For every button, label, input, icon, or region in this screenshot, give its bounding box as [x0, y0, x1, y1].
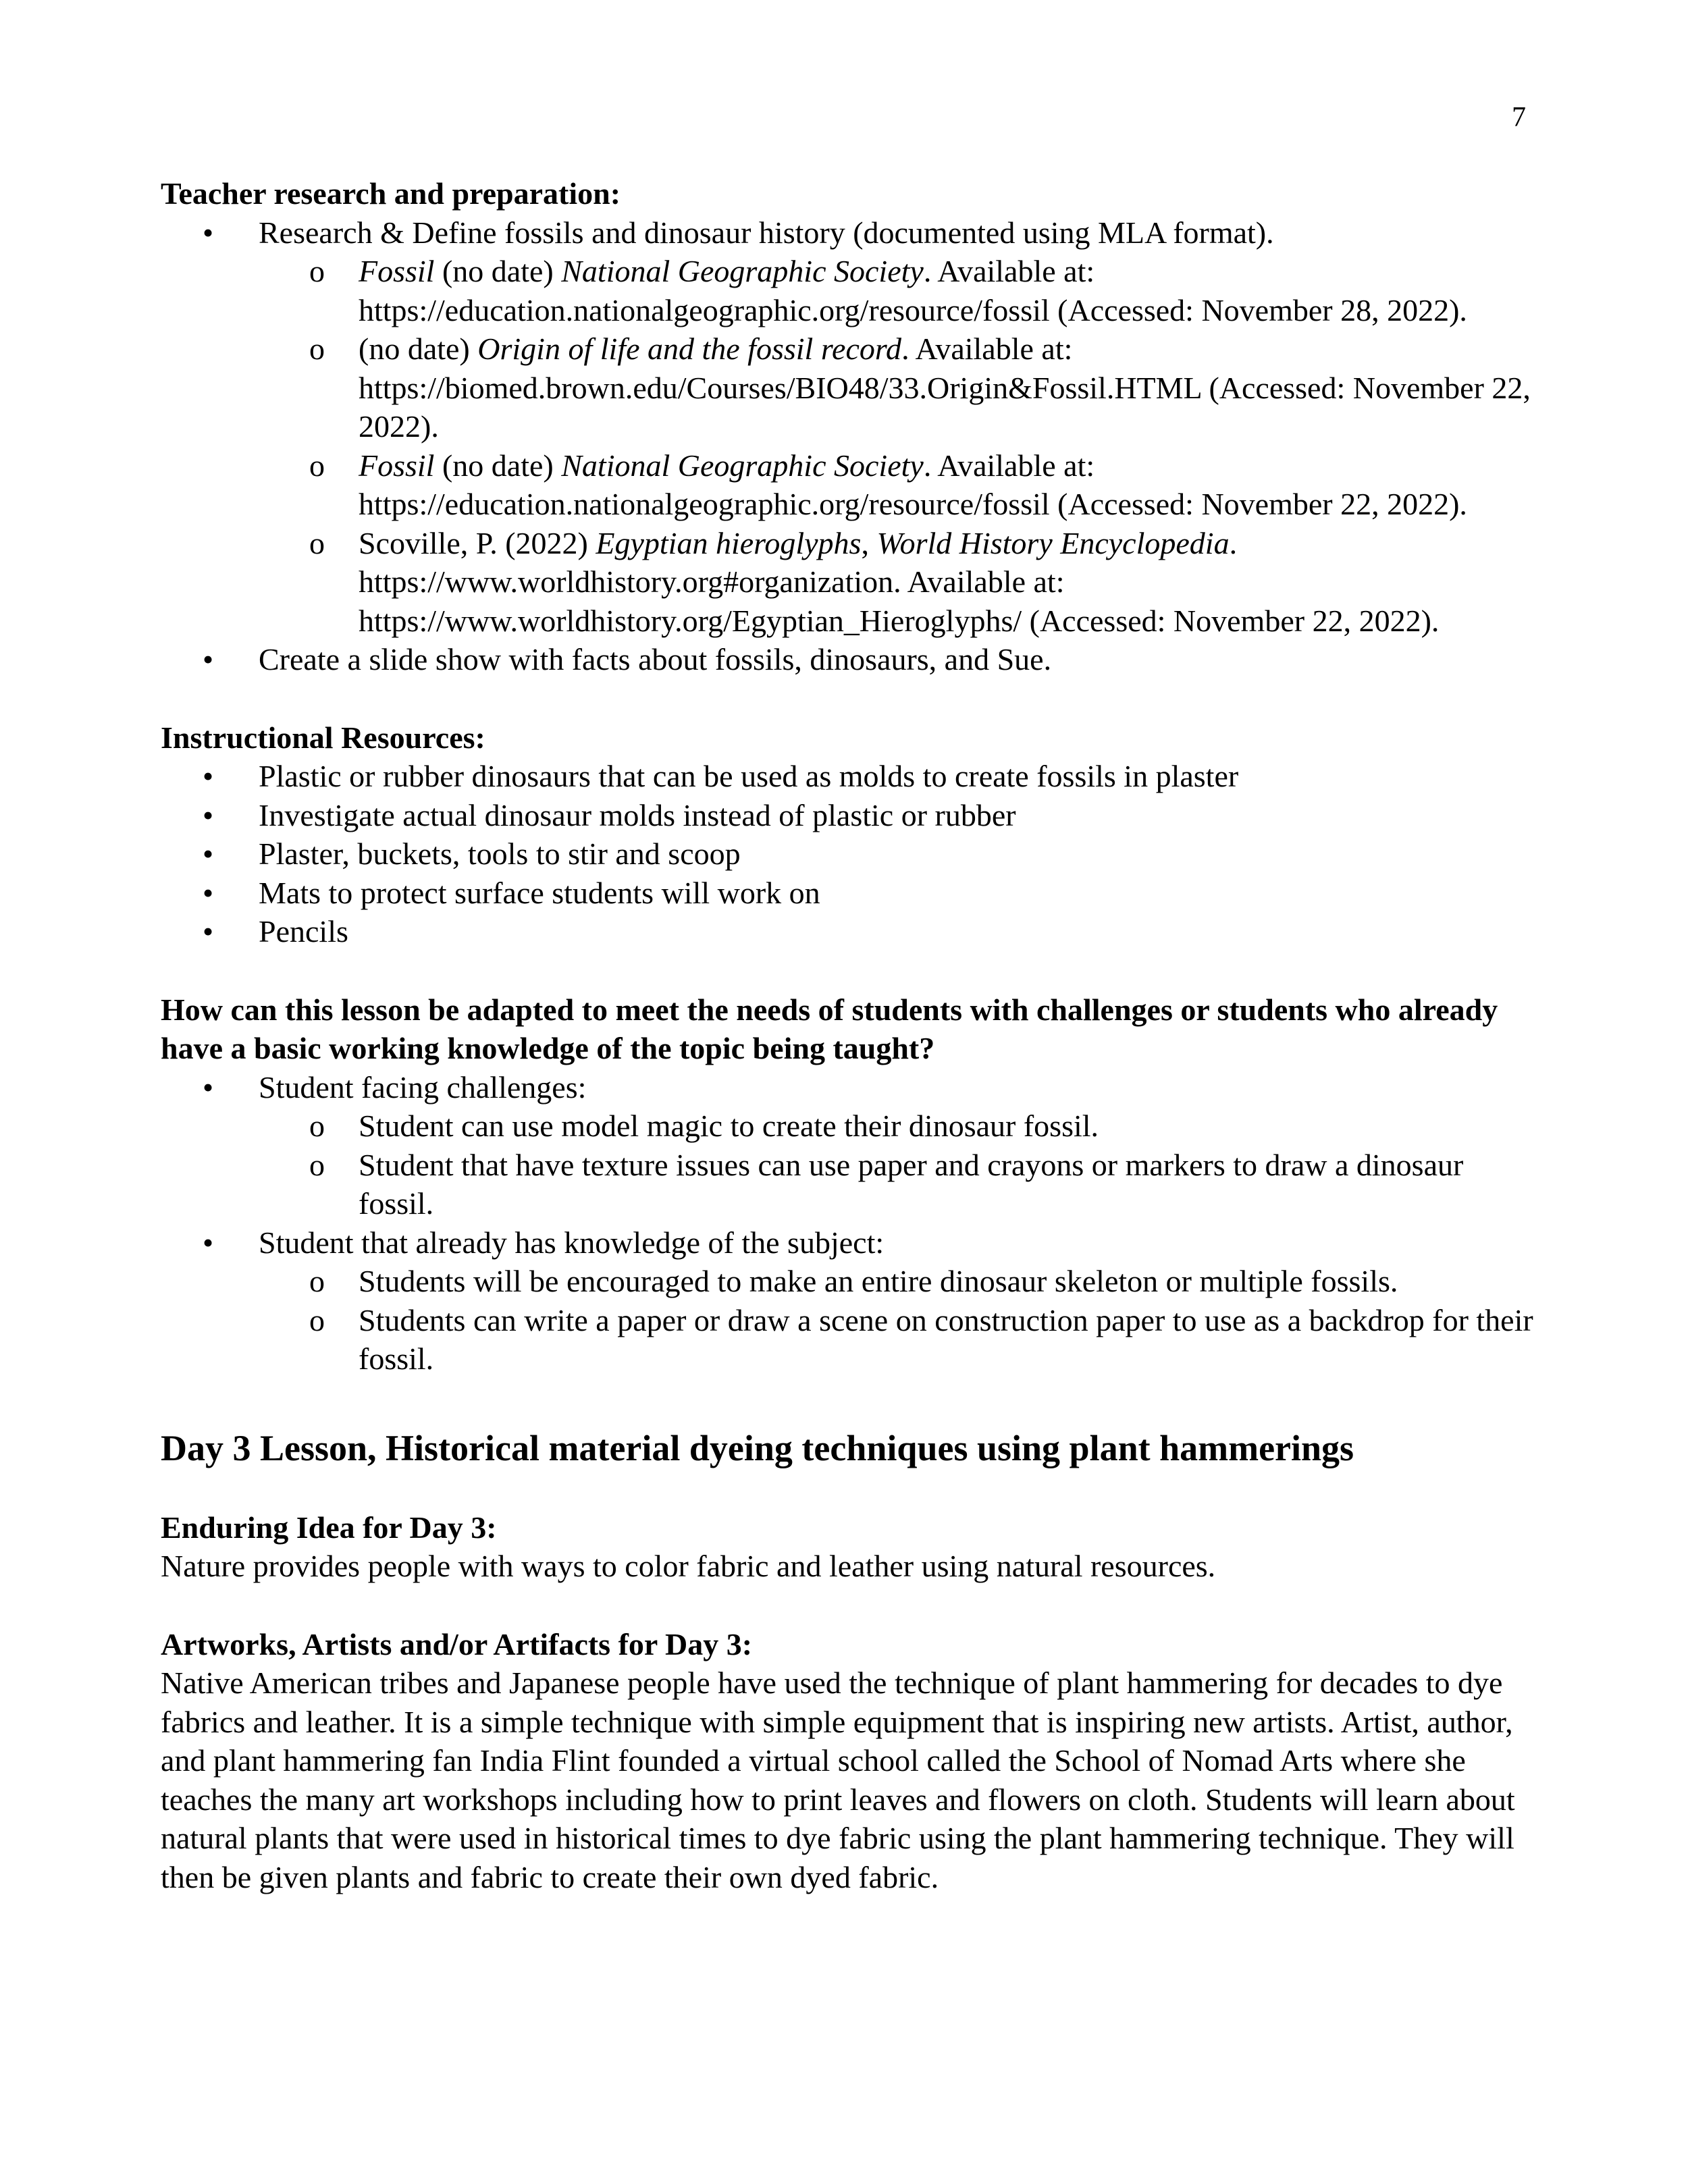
reference-text: . https://www.worldhistory.org#organization. Available at: https://www.worldhistory.org/Egyptian_Hieroglyphs/ (Accessed: November 22, 2022).: [359, 525, 1440, 638]
reference-text: (no date): [434, 254, 562, 288]
reference-source: National Geographic Society: [561, 254, 924, 288]
list-item: • Create a slide show with facts about fossils, dinosaurs, and Sue.: [161, 640, 1538, 679]
artworks-text: Native American tribes and Japanese people have used the technique of plant hammering for decades to dye fabrics and leather. It is a simple technique with simple equipment that is inspiring new artists. Artist, author, and plant hammering fan India Flint founded a virtual school called the School of Nomad Arts where she teaches the many art workshops including how to print leaves and flowers on cloth. Students will learn about natural plants that were used in historical times to dye fabric using the plant hammering technique. They will then be given plants and fabric to create their own dyed fabric.: [161, 1666, 1515, 1894]
list-item: o Student that have texture issues can use paper and crayons or markers to draw a dinosaur fossil.: [309, 1146, 1538, 1223]
reference-text: . Available at: https://education.nationalgeographic.org/resource/fossil (Accessed: November 22, 2022).: [359, 448, 1467, 521]
reference-title: Egyptian hieroglyphs: [596, 525, 862, 560]
reference-item: [309, 329, 1538, 446]
list-item: [161, 1068, 1538, 1223]
reference-text: . Available at: https://education.nationalgeographic.org/resource/fossil (Accessed: November 28, 2022).: [359, 254, 1467, 327]
challenges-label: Student facing challenges:: [259, 1069, 587, 1104]
reference-list: [161, 252, 1538, 640]
reference-item: [309, 446, 1538, 524]
challenges-list: [161, 1107, 1538, 1223]
knowledge-label: Student that already has knowledge of the subject:: [259, 1225, 885, 1260]
instructional-resources-list: [161, 757, 1538, 951]
reference-text: (no date): [359, 331, 478, 366]
reference-source: National Geographic Society: [561, 448, 924, 483]
document-body: [161, 174, 1538, 1896]
list-item: o Student can use model magic to create their dinosaur fossil.: [309, 1107, 1538, 1146]
list-item: • Plastic or rubber dinosaurs that can be used as molds to create fossils in plaster: [161, 757, 1538, 796]
enduring-idea-heading: Enduring Idea for Day 3:: [161, 1510, 497, 1545]
reference-title: Fossil: [359, 448, 435, 483]
list-item: • Plaster, buckets, tools to stir and scoop: [161, 834, 1538, 874]
list-item: • Mats to protect surface students will work on: [161, 874, 1538, 913]
adaptation-heading: How can this lesson be adapted to meet the needs of students with challenges or students who already have a basic working knowledge of the topic being taught?: [161, 992, 1498, 1065]
adaptation-list: [161, 1068, 1538, 1379]
reference-text: (no date): [434, 448, 562, 483]
list-item: o Students can write a paper or draw a scene on construction paper to use as a backdrop for their fossil.: [309, 1301, 1538, 1379]
artworks-heading: Artworks, Artists and/or Artifacts for Day 3:: [161, 1626, 753, 1661]
reference-item: [309, 524, 1538, 641]
page-number: 7: [1512, 102, 1526, 133]
list-item: • Pencils: [161, 912, 1538, 951]
reference-text: . Available at: https://biomed.brown.edu/Courses/BIO48/33.Origin&Fossil.HTML (Accessed: November 22, 2022).: [359, 331, 1531, 444]
reference-item: [309, 252, 1538, 329]
list-item: [161, 1223, 1538, 1379]
reference-title: Fossil: [359, 254, 435, 288]
instructional-resources-heading: Instructional Resources:: [161, 720, 485, 755]
reference-text: Scoville, P. (2022): [359, 525, 596, 560]
list-item: • Investigate actual dinosaur molds instead of plastic or rubber: [161, 796, 1538, 835]
teacher-research-heading: Teacher research and preparation:: [161, 176, 621, 211]
day3-title: Day 3 Lesson, Historical material dyeing techniques using plant hammerings: [161, 1427, 1354, 1468]
enduring-idea-text: Nature provides people with ways to color fabric and leather using natural resources.: [161, 1549, 1216, 1583]
knowledge-list: [161, 1262, 1538, 1379]
reference-text: ,: [861, 525, 877, 560]
reference-title: Origin of life and the fossil record: [477, 331, 902, 366]
research-bullet-text: Research & Define fossils and dinosaur history (documented using MLA format).: [259, 215, 1274, 250]
list-item: [161, 213, 1538, 641]
teacher-research-list: [161, 213, 1538, 679]
list-item: o Students will be encouraged to make an entire dinosaur skeleton or multiple fossils.: [309, 1262, 1538, 1301]
reference-source: World History Encyclopedia: [876, 525, 1230, 560]
